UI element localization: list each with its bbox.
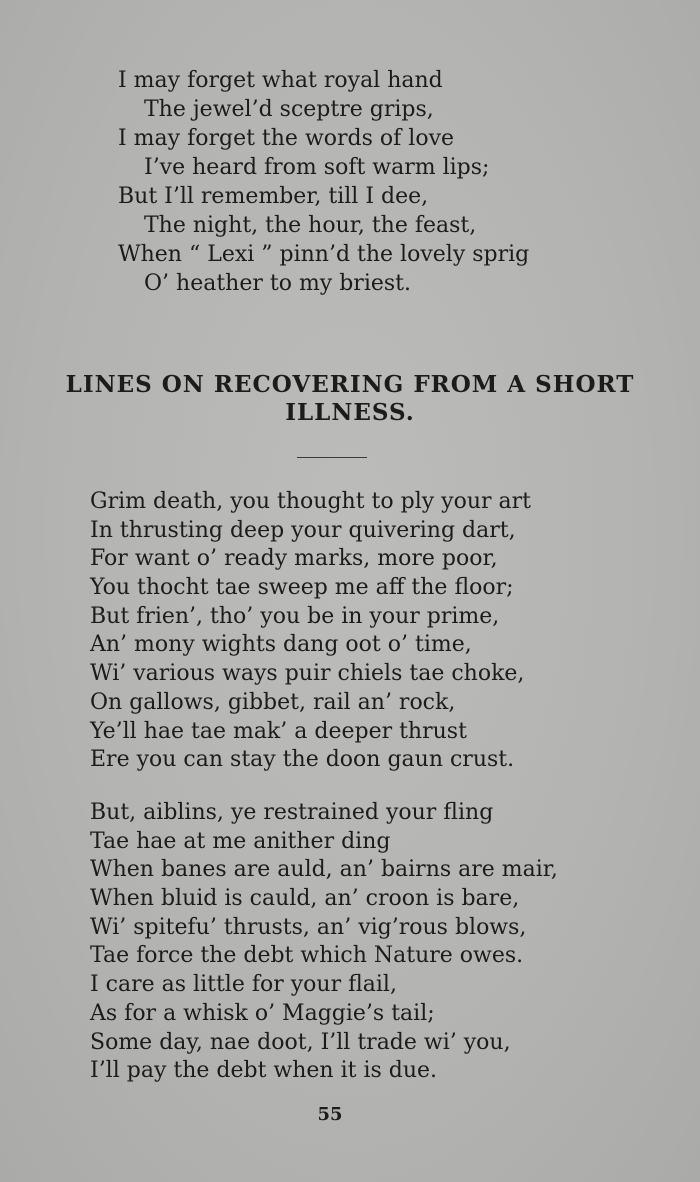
poem-line: Tae hae at me anither ding xyxy=(90,828,391,854)
title-divider xyxy=(297,457,367,458)
poem-line: When “ Lexi ” pinn’d the lovely sprig xyxy=(118,242,530,267)
poem-line: O’ heather to my briest. xyxy=(144,271,412,296)
poem-line: The jewel’d sceptre grips, xyxy=(144,97,434,122)
poem-line: Some day, nae doot, I’ll trade wi’ you, xyxy=(90,1029,511,1055)
poem-line: Wi’ various ways puir chiels tae choke, xyxy=(90,661,525,687)
poem-line: When bluid is cauld, an’ croon is bare, xyxy=(90,886,520,912)
poem-line: Tae force the debt which Nature owes. xyxy=(90,943,524,969)
poem-line: I’ve heard from soft warm lips; xyxy=(144,155,490,180)
poem-line: You thocht tae sweep me aff the floor; xyxy=(90,575,514,601)
poem-stanza-1 xyxy=(90,488,650,775)
poem-line: But, aiblins, ye restrained your fling xyxy=(90,800,494,825)
poem-title-line-2: ILLNESS. xyxy=(285,399,415,426)
poem-line: As for a whisk o’ Maggie’s tail; xyxy=(90,1000,435,1026)
poem-line: But I’ll remember, till I dee, xyxy=(118,184,429,209)
poem-line: I care as little for your flail, xyxy=(90,972,397,998)
poem-line: Ye’ll hae tae mak’ a deeper thrust xyxy=(90,718,467,744)
poem-line: On gallows, gibbet, rail an’ rock, xyxy=(90,689,456,715)
poem-line: In thrusting deep your quivering dart, xyxy=(90,517,516,543)
poem-title-line-1: LINES ON RECOVERING FROM A SHORT xyxy=(65,371,635,398)
poem-line: I may forget what royal hand xyxy=(118,68,443,93)
poem-line: An’ mony wights dang oot o’ time, xyxy=(90,632,472,658)
poem-line: Grim death, you thought to ply your art xyxy=(90,489,531,514)
poem-line: The night, the hour, the feast, xyxy=(144,213,477,238)
poem-line: But frien’, tho’ you be in your prime, xyxy=(90,603,500,629)
poem-line: When banes are auld, an’ bairns are mair, xyxy=(90,857,558,883)
previous-poem-stanza xyxy=(118,66,638,298)
poem-line: Wi’ spitefu’ thrusts, an’ vig’rous blows, xyxy=(90,914,527,940)
poem-line: I’ll pay the debt when it is due. xyxy=(90,1058,438,1084)
page-number: 55 xyxy=(317,1104,343,1125)
poem-line: Ere you can stay the doon gaun crust. xyxy=(90,747,515,773)
poem-stanza-2 xyxy=(90,799,650,1086)
poem-line: For want o’ ready marks, more poor, xyxy=(90,546,498,572)
poem-line: I may forget the words of love xyxy=(118,126,455,151)
